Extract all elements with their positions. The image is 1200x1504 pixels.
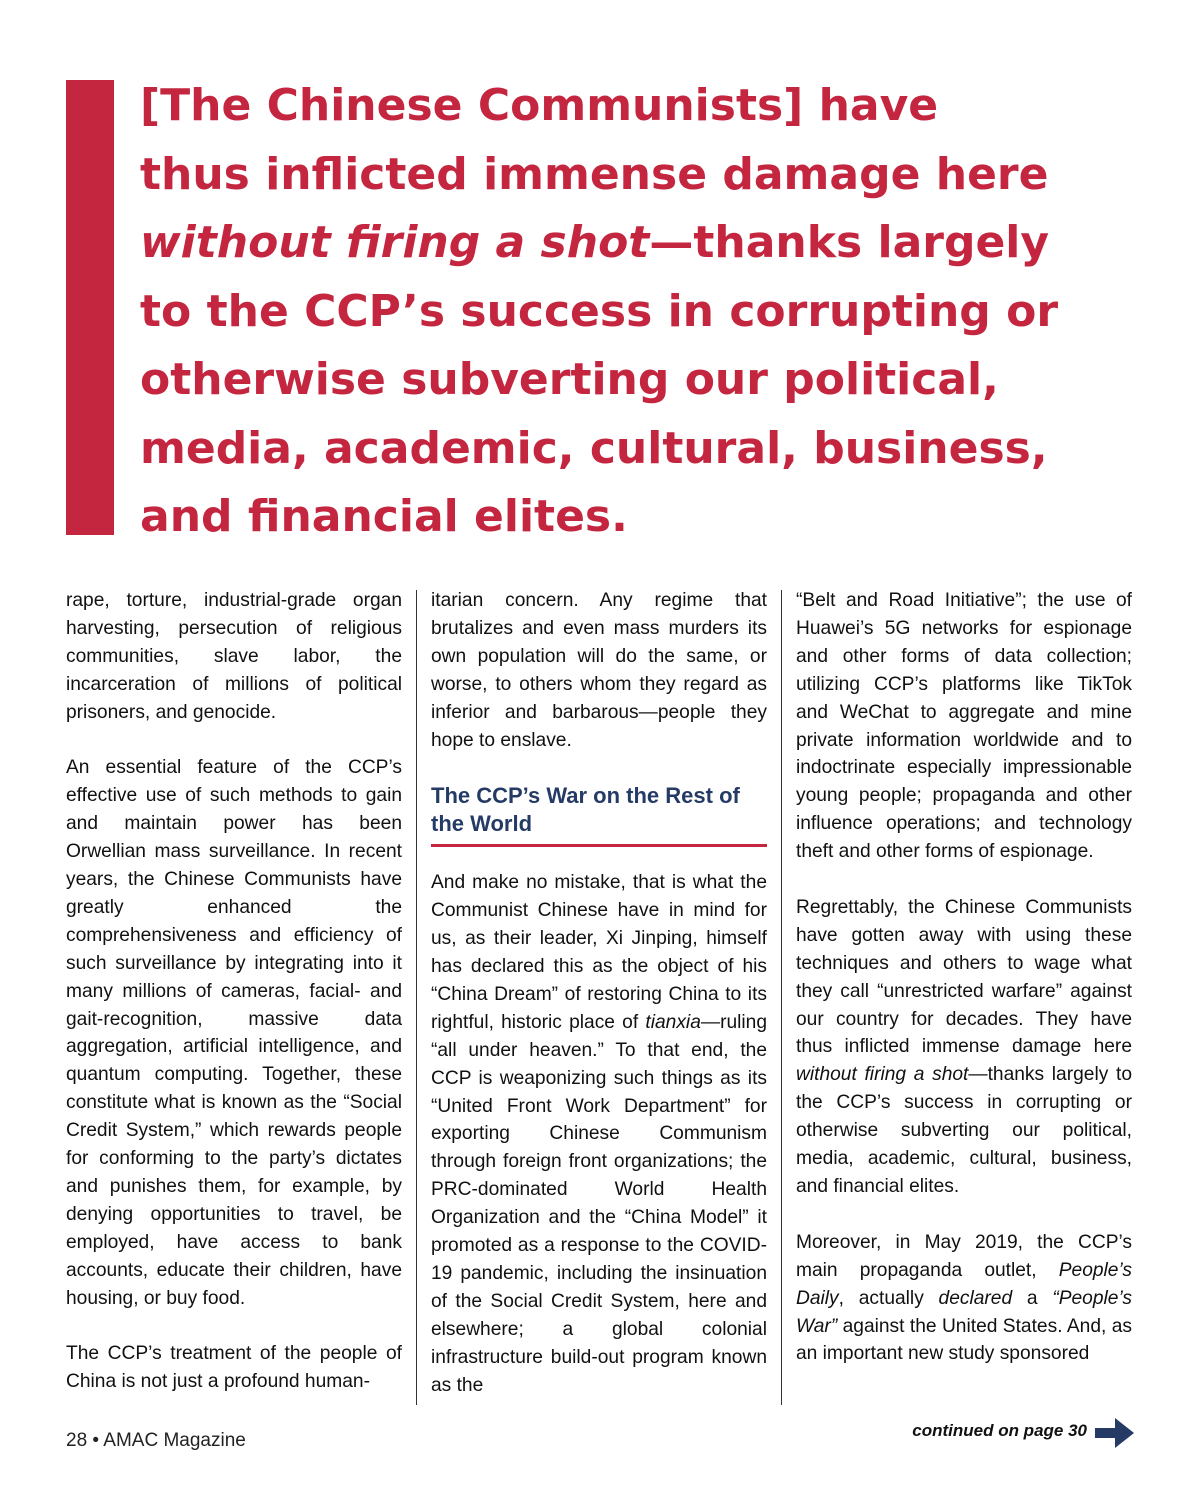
italic-term: tianxia <box>645 1011 701 1033</box>
pull-quote <box>140 72 1140 552</box>
column-2 <box>431 587 767 1400</box>
paragraph <box>796 894 1132 1201</box>
pull-quote-line-4: to the CCP’s success in corrupting or <box>140 285 1059 337</box>
italic-phrase: “People’s War” <box>796 1287 1132 1337</box>
text-run: , actually <box>838 1287 939 1309</box>
italic-word: declared <box>938 1287 1013 1309</box>
section-heading: The CCP’s War on the Rest of the World <box>431 782 767 847</box>
text-run: —ruling “all under heaven.” To that end, the CCP is weaponizing such things as its “United Front Work Department” for exporting Chinese Communism through foreign front organizations; the PRC-dominated World Health Organization and the “China Model” it promoted as a response to the COVID-19 pandemic, including the insinuation of the Social Credit System, here and elsewhere; a global colonial infrastructure build-out program known as the <box>431 1011 767 1396</box>
pull-quote-line-3-rest: —thanks largely <box>649 217 1050 268</box>
paragraph: An essential feature of the CCP’s effective use of such methods to gain and maintain power has been Orwellian mass surveillance. In recent years, the Chinese Communists have greatly enhanced the comprehensiveness and efficiency of such surveillance by integrating into it many millions of cameras, facial- and gait-recognition, massive data aggregation, artificial intelligence, and quantum computing. Together, these constitute what is known as the “Social Credit System,” which rewards people for conforming to the party’s dictates and punishes them, for example, by denying opportunities to travel, be employed, have access to bank accounts, educate their children, have housing, or buy food. <box>66 757 402 1309</box>
text-run: Regrettably, the Chinese Communists have gotten away with using these techniques and others to wage what they call “unrestricted warfare” against our country for decades. They have thus inflicted immense damage here <box>796 896 1132 1058</box>
pull-quote-line-3 <box>140 209 1140 278</box>
column-3 <box>796 587 1132 1368</box>
text-run: —thanks largely to the CCP’s success in corrupting or otherwise subverting our political, media, academic, cultural, business, and financial elites. <box>796 1064 1132 1198</box>
paragraph: itarian concern. Any regime that brutalizes and even mass murders its own population will do the same, or worse, to others whom they regard as inferior and barbarous—people they hope to enslave. <box>431 590 767 751</box>
column-1 <box>66 587 402 1396</box>
paragraph <box>796 1229 1132 1369</box>
column-divider-1 <box>416 590 417 1405</box>
italic-title: People’s Daily <box>796 1259 1132 1309</box>
paragraph: “Belt and Road Initiative”; the use of Huawei’s 5G networks for espionage and other forms of data collection; utilizing CCP’s platforms like TikTok and WeChat to aggregate and mine private information worldwide and to indoctrinate especially impressionable young people; propaganda and other influence operations; and technology theft and other forms of espionage. <box>796 590 1132 863</box>
continued-note: continued on page 30 <box>912 1421 1087 1440</box>
text-run: And make no mistake, that is what the Communist Chinese have in mind for us, as their leader, Xi Jinping, himself has declared this as the object of his “China Dream” of restoring China to its rightful, historic place of <box>431 872 767 1033</box>
right-arrow-icon <box>1095 1416 1135 1450</box>
pull-quote-line-2: thus inflicted immense damage here <box>140 148 1049 200</box>
pull-quote-bar <box>66 80 114 535</box>
column-divider-2 <box>781 590 782 1405</box>
paragraph <box>431 869 767 1399</box>
pull-quote-line-5: otherwise subverting our political, <box>140 354 999 405</box>
text-run: against the United States. And, as an important new study sponsored <box>796 1315 1132 1365</box>
page-footer: 28 • AMAC Magazine <box>66 1430 246 1451</box>
paragraph: rape, torture, industrial-grade organ harvesting, persecution of religious communities, slave labor, the incarceration of millions of political prisoners, and genocide. <box>66 590 402 723</box>
pull-quote-line-7: and financial elites. <box>140 491 628 542</box>
italic-phrase: without firing a shot <box>796 1064 969 1086</box>
text-run: a <box>1012 1287 1053 1309</box>
pull-quote-line-6: media, academic, cultural, business, <box>140 422 1048 474</box>
paragraph: The CCP’s treatment of the people of China is not just a profound human- <box>66 1343 402 1393</box>
text-run: Moreover, in May 2019, the CCP’s main propaganda outlet, <box>796 1231 1132 1281</box>
pull-quote-line-1: [The Chinese Communists] have <box>140 80 939 131</box>
pull-quote-italic: without firing a shot <box>140 217 650 268</box>
